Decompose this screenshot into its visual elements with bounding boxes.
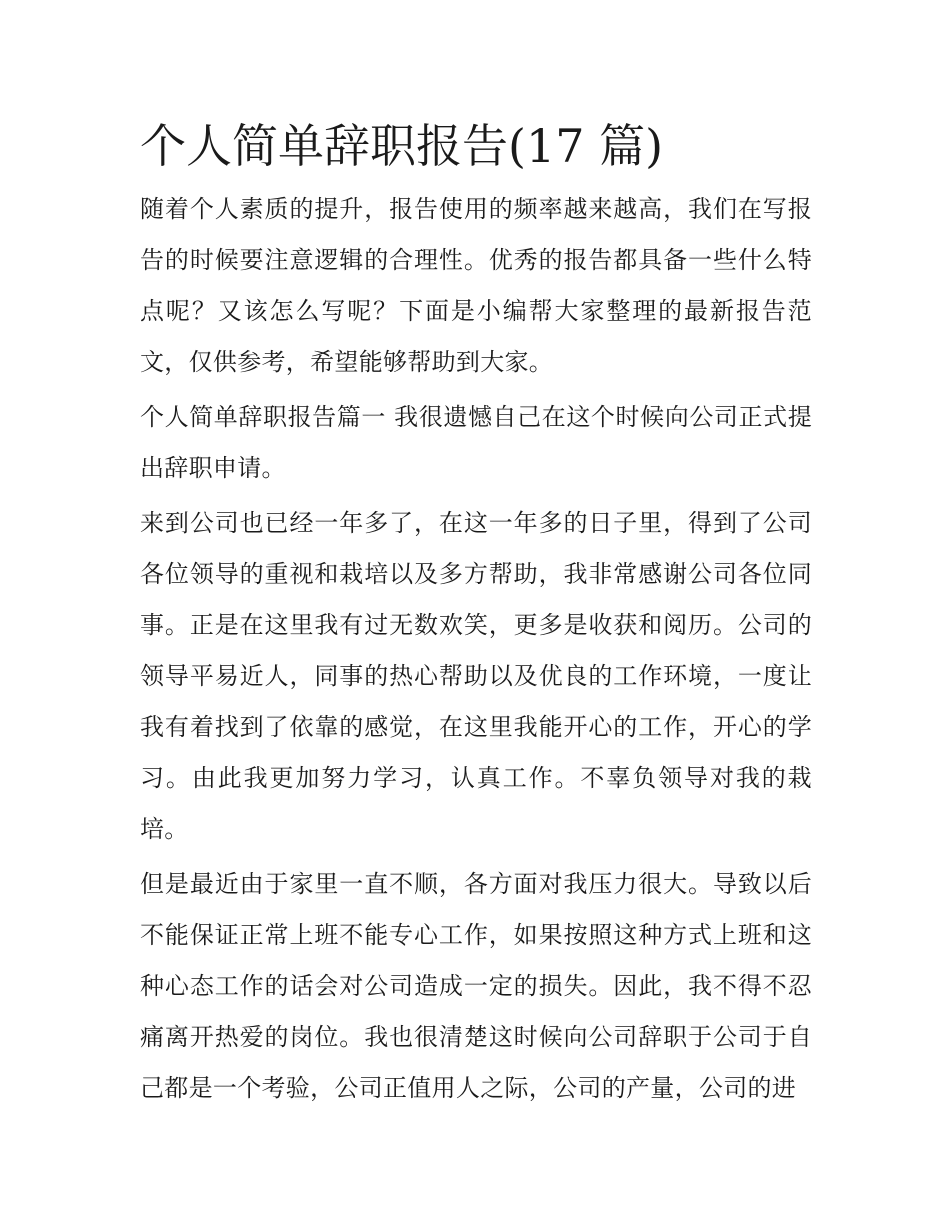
paragraph-gratitude: 来到公司也已经一年多了，在这一年多的日子里，得到了公司各位领导的重视和栽培以及多方帮助，我非常感谢公司各位同事。正是在这里我有过无数欢笑，更多是收获和阅历。公司的领导平易近人，同事的热心帮助以及优良的工作环境，一度让我有着找到了依靠的感觉，在这里我能开心的工作，开心的学习。由此我更加努力学习，认真工作。不辜负领导对我的栽培。 <box>140 509 812 843</box>
document-title: 个人简单辞职报告(17 篇) <box>140 119 664 173</box>
document-body <box>140 112 812 1114</box>
paragraph-section-one: 个人简单辞职报告篇一 我很遗憾自己在这个时候向公司正式提出辞职申请。 <box>140 403 812 482</box>
paragraph-intro: 随着个人素质的提升，报告使用的频率越来越高，我们在写报告的时候要注意逻辑的合理性。优秀的报告都具备一些什么特点呢？又该怎么写呢？下面是小编帮大家整理的最新报告范文，仅供参考，希望能够帮助到大家。 <box>140 195 812 376</box>
paragraph-reason: 但是最近由于家里一直不顺，各方面对我压力很大。导致以后不能保证正常上班不能专心工作，如果按照这种方式上班和这种心态工作的话会对公司造成一定的损失。因此，我不得不忍痛离开热爱的岗位。我也很清楚这时候向公司辞职于公司于自己都是一个考验，公司正值用人之际，公司的产量，公司的进 <box>140 870 812 1102</box>
